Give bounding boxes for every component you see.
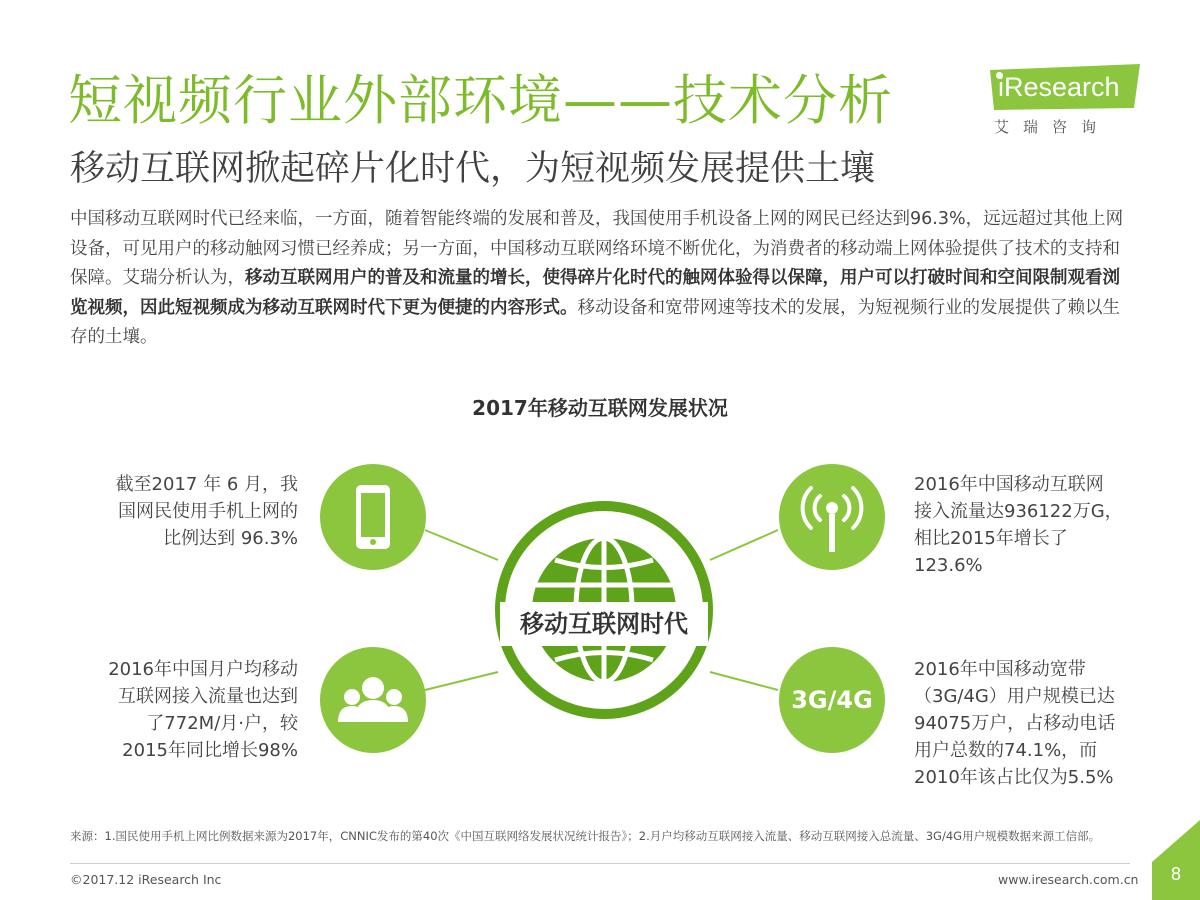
connector-bottom-left (425, 672, 498, 690)
logo-wordmark: iResearch (998, 72, 1120, 102)
page-subtitle: 移动互联网掀起碎片化时代，为短视频发展提供土壤 (70, 149, 876, 189)
stat-line: 94075万户，占移动电话 (914, 713, 1116, 734)
center-label: 移动互联网时代 (500, 602, 708, 646)
connector-top-right (710, 530, 778, 560)
paragraph-part-2: 移动设备和宽带网速等技术的发展，为短视频行业的发展提供了赖以生存的土壤。 (70, 297, 1120, 347)
stat-line: 2016年中国移动宽带 (914, 659, 1086, 680)
page-corner-tab (1152, 820, 1200, 900)
diagram-title: 2017年移动互联网发展状况 (472, 396, 728, 420)
page-number: 8 (1171, 864, 1182, 884)
users-group-icon (320, 647, 426, 753)
stat-line: 123.6% (914, 555, 983, 576)
connector-bottom-right (710, 672, 778, 690)
network-badge-text: 3G/4G (791, 686, 873, 714)
signal-antenna-icon (779, 464, 885, 570)
stat-line: 用户总数的74.1%，而 (914, 740, 1098, 761)
stat-line: 截至2017 年 6 月，我 (115, 474, 298, 495)
stat-line: 了772M/月·户，较 (146, 713, 298, 734)
source-note: 来源：1.国民使用手机上网比例数据来源为2017年，CNNIC发布的第40次《中国互联网络发展状况统计报告》；2.月户均移动互联网接入流量、移动互联网接入总流量、3G/4G用户规模数据来源工信部。 (70, 829, 1101, 843)
stat-line: 接入流量达936122万G， (914, 501, 1123, 522)
stat-line: 相比2015年增长了 (914, 528, 1068, 549)
stat-block-top-left (86, 471, 298, 552)
connector-top-left (425, 530, 498, 560)
stat-block-bottom-left (80, 656, 298, 764)
stat-line: 比例达到 96.3% (163, 528, 298, 549)
stat-line: 2010年该占比仅为5.5% (914, 767, 1114, 788)
footer-url[interactable]: www.iresearch.com.cn (998, 872, 1139, 887)
stat-block-bottom-right (914, 656, 1164, 791)
footer-divider (70, 863, 1130, 864)
stat-line: 2016年中国月户均移动 (108, 659, 298, 680)
smartphone-icon (320, 464, 426, 570)
stat-line: 国网民使用手机上网的 (118, 501, 298, 522)
page-title: 短视频行业外部环境——技术分析 (68, 69, 893, 132)
stat-line: 互联网接入流量也达到 (118, 686, 298, 707)
stat-block-top-right (914, 471, 1164, 579)
stat-line: 2016年中国移动互联网 (914, 474, 1104, 495)
stat-line: （3G/4G）用户规模已达 (914, 686, 1115, 707)
logo-chinese: 艾瑞咨询 (994, 118, 1111, 136)
stat-line: 2015年同比增长98% (122, 740, 298, 761)
paragraph-part-1: 中国移动互联网时代已经来临，一方面，随着智能终端的发展和普及，我国使用手机设备上网的网民已经达到96.3%，远远超过其他上网设备，可见用户的移动触网习惯已经养成；另一方面，中国移动互联网络环境不断优化，为消费者的移动端上网体验提供了技术的支持和保障。艾瑞分析认为， (70, 209, 1124, 288)
footer-copyright: ©2017.12 iResearch Inc (70, 872, 222, 887)
paragraph-bold: 移动互联网用户的普及和流量的增长，使得碎片化时代的触网体验得以保障，用户可以打破时间和空间限制观看浏览视频，因此短视频成为移动互联网时代下更为便捷的内容形式。 (70, 268, 1120, 318)
